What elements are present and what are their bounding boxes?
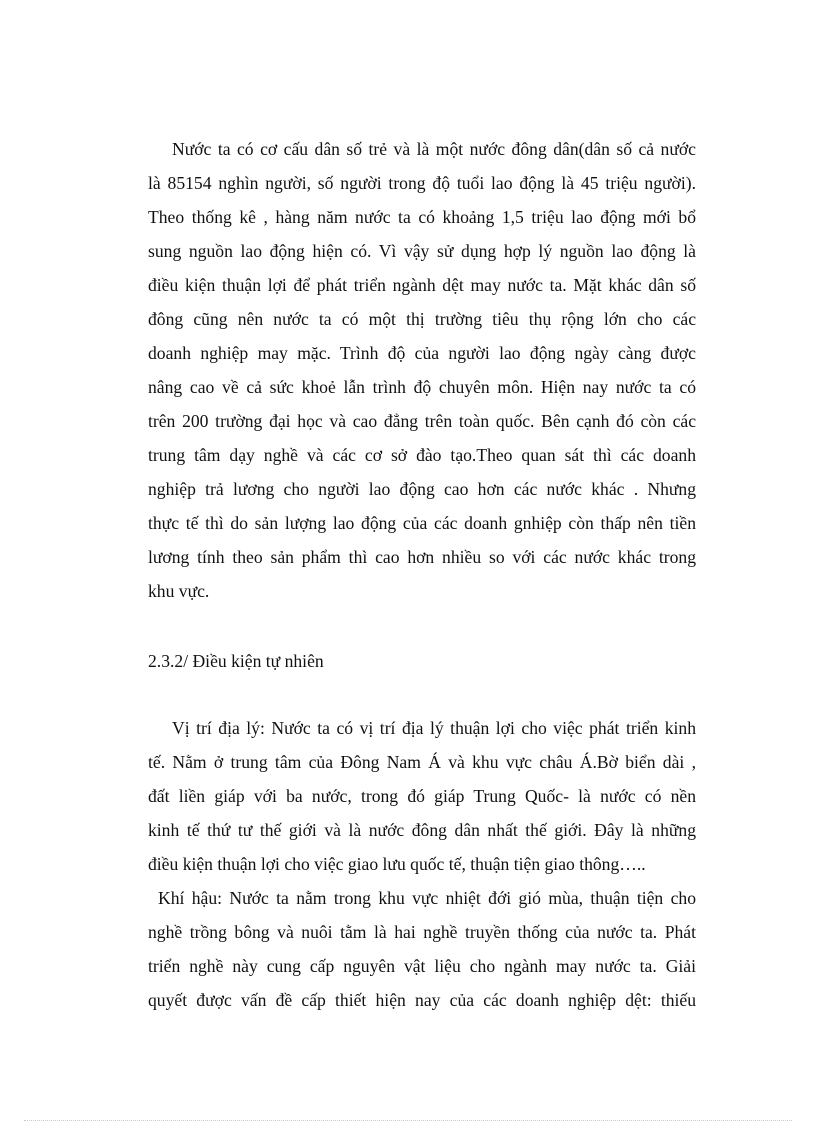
paragraph-1-line-12: thực tế thì do sản lượng lao động của các doanh gnhiệp còn thấp nên tiền: [148, 513, 696, 533]
paragraph-1-line-5: điều kiện thuận lợi để phát triển ngành dệt may nước ta. Mặt khác dân số: [148, 275, 696, 295]
paragraph-3-line-3: triển nghề này cung cấp nguyên vật liệu cho ngành may nước ta. Giải: [148, 956, 696, 976]
paragraph-1-line-11: nghiệp trả lương cho người lao động cao hơn các nước khác . Nhưng: [148, 479, 696, 499]
paragraph-1-line-6: đông cũng nên nước ta có một thị trường tiêu thụ rộng lớn cho các: [148, 309, 696, 329]
paragraph-1-line-7: doanh nghiệp may mặc. Trình độ của người lao động ngày càng được: [148, 343, 696, 363]
paragraph-2-line-2: tế. Nằm ở trung tâm của Đông Nam Á và khu vực châu Á.Bờ biển dài ,: [148, 752, 696, 772]
paragraph-1-line-8: nâng cao về cả sức khoẻ lẫn trình độ chuyên môn. Hiện nay nước ta có: [148, 377, 696, 397]
paragraph-2-line-5: điều kiện thuận lợi cho việc giao lưu quốc tế, thuận tiện giao thông…..: [148, 854, 646, 874]
paragraph-1-line-4: sung nguồn lao động hiện có. Vì vậy sử dụng hợp lý nguồn lao động là: [148, 241, 696, 261]
paragraph-1-line-14: khu vực.: [148, 581, 210, 601]
paragraph-1-line-9: trên 200 trường đại học và cao đẳng trên toàn quốc. Bên cạnh đó còn các: [148, 411, 696, 431]
paragraph-1-line-13: lương tính theo sản phẩm thì cao hơn nhiều so với các nước khác trong: [148, 547, 696, 567]
paragraph-3-line-4: quyết được vấn đề cấp thiết hiện nay của các doanh nghiệp dệt: thiếu: [148, 990, 696, 1010]
section-heading: 2.3.2/ Điều kiện tự nhiên: [148, 651, 324, 671]
paragraph-2-line-1: Vị trí địa lý: Nước ta có vị trí địa lý thuận lợi cho việc phát triển kinh: [172, 718, 696, 738]
paragraph-2-line-4: kinh tế thứ tư thế giới và là nước đông dân nhất thế giới. Đây là những: [148, 820, 696, 840]
paragraph-1-line-2: là 85154 nghìn người, số người trong độ tuổi lao động là 45 triệu người).: [148, 173, 696, 193]
paragraph-1-line-3: Theo thống kê , hàng năm nước ta có khoảng 1,5 triệu lao động mới bổ: [148, 207, 696, 227]
paragraph-2-line-3: đất liền giáp với ba nước, trong đó giáp Trung Quốc- là nước có nền: [148, 786, 696, 806]
paragraph-1-line-1: Nước ta có cơ cấu dân số trẻ và là một nước đông dân(dân số cả nước: [172, 139, 696, 159]
page-bottom-rule: [24, 1120, 792, 1121]
paragraph-3-line-2: nghề trồng bông và nuôi tằm là hai nghề truyền thống của nước ta. Phát: [148, 922, 696, 942]
paragraph-1-line-10: trung tâm dạy nghề và các cơ sở đào tạo.Theo quan sát thì các doanh: [148, 445, 696, 465]
paragraph-3-line-1: Khí hậu: Nước ta nằm trong khu vực nhiệt đới gió mùa, thuận tiện cho: [158, 888, 696, 908]
